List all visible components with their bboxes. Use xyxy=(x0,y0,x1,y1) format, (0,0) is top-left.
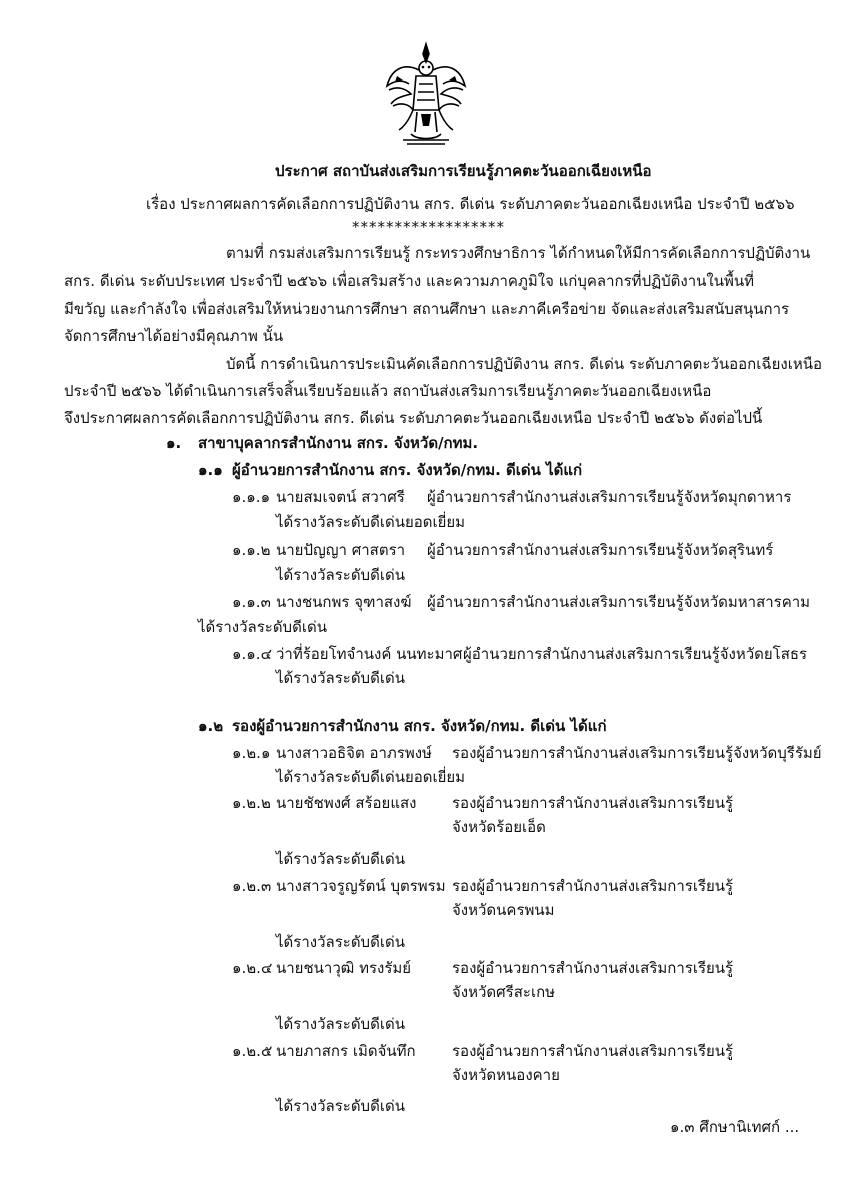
intro-paragraph-1-line-2: สกร. ดีเด่น ระดับประเทศ ประจำปี ๒๕๖๖ เพื่อเสริมสร้าง และความภาคภูมิใจ แก่บุคลากรที่ปฏิบัติงานในพื้นที่ xyxy=(64,272,755,290)
awardee-position: รองผู้อำนวยการสำนักงานส่งเสริมการเรียนรู้จังหวัดบุรีรัมย์ xyxy=(452,744,822,762)
item-number: ๑.๒.๓ xyxy=(232,877,272,895)
awardee-province: จังหวัดร้อยเอ็ด xyxy=(452,818,546,836)
intro-paragraph-1-line-1: ตามที่ กรมส่งเสริมการเรียนรู้ กระทรวงศึกษาธิการ ได้กำหนดให้มีการคัดเลือกการปฏิบัติงาน xyxy=(226,244,811,262)
award-level: ได้รางวัลระดับดีเด่นยอดเยี่ยม xyxy=(276,768,466,786)
award-level: ได้รางวัลระดับดีเด่น xyxy=(276,1015,405,1033)
awardee-name: นายปัญญา ศาสตรา xyxy=(276,541,406,559)
awardee-province: จังหวัดนครพนม xyxy=(452,901,555,919)
awardee-name: ว่าที่ร้อยโทจำนงค์ นนทะมาศ xyxy=(276,645,463,663)
awardee-province: จังหวัดศรีสะเกษ xyxy=(452,983,556,1001)
subsection-1-1-title: ผู้อำนวยการสำนักงาน สกร. จังหวัด/กทม. ดีเด่น ได้แก่ xyxy=(232,461,583,479)
award-level: ได้รางวัลระดับดีเด่น xyxy=(276,566,405,584)
awardee-province: จังหวัดหนองคาย xyxy=(452,1066,560,1084)
awardee-position: ผู้อำนวยการสำนักงานส่งเสริมการเรียนรู้จังหวัดมุกดาหาร xyxy=(427,488,792,506)
subsection-1-2-number: ๑.๒ xyxy=(198,717,224,735)
awardee-name: นายภาสกร เมิดจันทึก xyxy=(276,1042,416,1060)
item-number: ๑.๑.๔ xyxy=(232,645,272,663)
awardee-position: ผู้อำนวยการสำนักงานส่งเสริมการเรียนรู้จังหวัดสุรินทร์ xyxy=(427,541,774,559)
item-number: ๑.๑.๒ xyxy=(232,541,271,559)
awardee-name: นายชัชพงศ์ สร้อยแสง xyxy=(276,794,417,812)
award-level: ได้รางวัลระดับดีเด่น xyxy=(276,933,405,951)
item-number: ๑.๑.๓ xyxy=(232,593,271,611)
intro-paragraph-1-line-3: มีขวัญ และกำลังใจ เพื่อส่งเสริมให้หน่วยงานการศึกษา สถานศึกษา และภาคีเครือข่าย จัดและส่งเสริมสนับสนุนการ xyxy=(64,300,790,318)
awardee-position: รองผู้อำนวยการสำนักงานส่งเสริมการเรียนรู้ xyxy=(452,1042,734,1060)
continuation-note: ๑.๓ ศึกษานิเทศก์ ... xyxy=(670,1118,800,1136)
awardee-name: นางชนกพร จุฑาสงฆ์ xyxy=(276,593,412,611)
awardee-position: รองผู้อำนวยการสำนักงานส่งเสริมการเรียนรู้ xyxy=(452,877,734,895)
intro-paragraph-2-line-3: จึงประกาศผลการคัดเลือกการปฏิบัติงาน สกร. ดีเด่น ระดับภาคตะวันออกเฉียงเหนือ ประจำปี ๒๕๖๖ ดังต่อไปนี้ xyxy=(64,409,763,427)
item-number: ๑.๒.๑ xyxy=(232,744,271,762)
awardee-position: รองผู้อำนวยการสำนักงานส่งเสริมการเรียนรู้ xyxy=(452,794,734,812)
item-number: ๑.๒.๔ xyxy=(232,959,273,977)
awardee-position: รองผู้อำนวยการสำนักงานส่งเสริมการเรียนรู้ xyxy=(452,959,734,977)
awardee-position: ผู้อำนวยการสำนักงานส่งเสริมการเรียนรู้จังหวัดยโสธร xyxy=(463,645,808,663)
announcement-title: ประกาศ สถาบันส่งเสริมการเรียนรู้ภาคตะวันออกเฉียงเหนือ xyxy=(275,162,652,180)
awardee-name: นางสาวจรูญรัตน์ บุตรพรม xyxy=(276,877,446,895)
announcement-subject: เรื่อง ประกาศผลการคัดเลือกการปฏิบัติงาน สกร. ดีเด่น ระดับภาคตะวันออกเฉียงเหนือ ประจำปี ๒๕๖๖ xyxy=(146,195,795,213)
award-level: ได้รางวัลระดับดีเด่น xyxy=(276,1097,405,1115)
intro-paragraph-2-line-1: บัดนี้ การดำเนินการประเมินคัดเลือกการปฏิบัติงาน สกร. ดีเด่น ระดับภาคตะวันออกเฉียงเหนือ xyxy=(226,355,822,373)
divider-stars: ****************** xyxy=(352,218,505,236)
awardee-position: ผู้อำนวยการสำนักงานส่งเสริมการเรียนรู้จังหวัดมหาสารคาม xyxy=(427,593,811,611)
awardee-name: นายสมเจตน์ สวาศรี xyxy=(276,488,405,506)
awardee-name: นางสาวอธิจิต อาภรพงษ์ xyxy=(276,744,432,762)
awardee-name: นายชนาวุฒิ ทรงรัมย์ xyxy=(276,959,412,977)
item-number: ๑.๒.๒ xyxy=(232,794,271,812)
subsection-1-1-number: ๑.๑ xyxy=(198,461,223,479)
section-1-title: สาขาบุคลากรสำนักงาน สกร. จังหวัด/กทม. xyxy=(198,434,479,452)
award-level: ได้รางวัลระดับดีเด่น xyxy=(198,618,327,636)
award-level: ได้รางวัลระดับดีเด่น xyxy=(276,850,405,868)
item-number: ๑.๒.๕ xyxy=(232,1042,273,1060)
section-1-number: ๑. xyxy=(166,434,182,452)
intro-paragraph-2-line-2: ประจำปี ๒๕๖๖ ได้ดำเนินการเสร็จสิ้นเรียบร้อยแล้ว สถาบันส่งเสริมการเรียนรู้ภาคตะวันออกเฉียงเหนือ xyxy=(64,382,712,400)
item-number: ๑.๑.๑ xyxy=(232,488,271,506)
award-level: ได้รางวัลระดับดีเด่น xyxy=(276,669,405,687)
subsection-1-2-title: รองผู้อำนวยการสำนักงาน สกร. จังหวัด/กทม. ดีเด่น ได้แก่ xyxy=(232,717,607,735)
garuda-emblem-icon xyxy=(383,40,469,150)
award-level: ได้รางวัลระดับดีเด่นยอดเยี่ยม xyxy=(276,513,466,531)
intro-paragraph-1-line-4: จัดการศึกษาได้อย่างมีคุณภาพ นั้น xyxy=(64,327,284,345)
